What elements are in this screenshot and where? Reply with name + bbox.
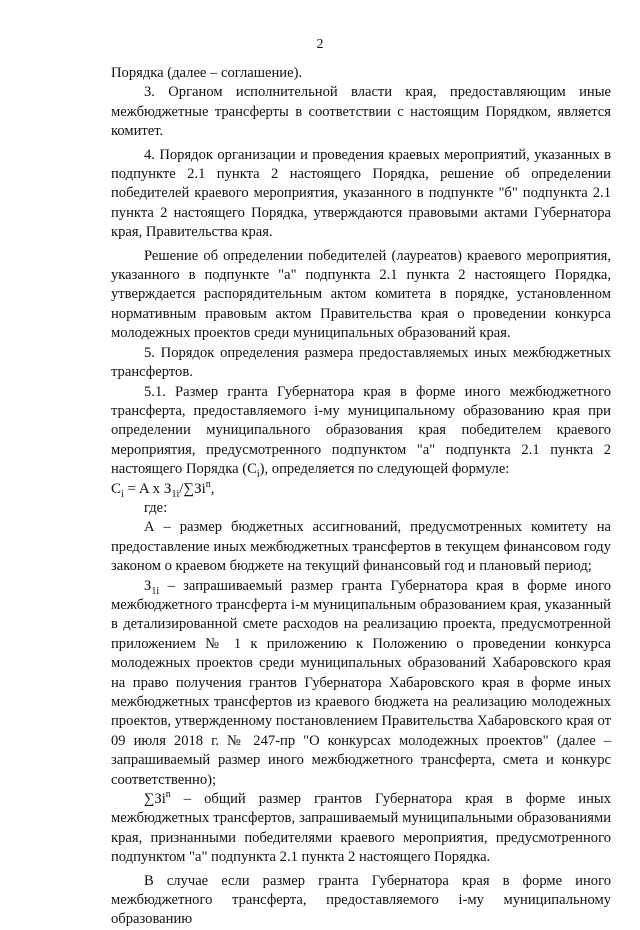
paragraph-item-4: 4. Порядок организации и проведения краевых мероприятий, указанных в подпункте 2.1 пункта 2 настоящего Порядка, решение об определении победителей краевого мероприятия, указанного в подпункте "б" подпункта 2.1 пункта 2 настоящего Порядка, утверждаются правовыми актами Губернатора края, Правительства края. bbox=[111, 146, 611, 241]
formula-div: /∑Зi bbox=[179, 480, 206, 497]
document-body bbox=[111, 64, 611, 930]
page-number: 2 bbox=[316, 37, 324, 52]
definition-a: А – размер бюджетных ассигнований, предусмотренных комитету на предоставление иных межбюджетных трансфертов в текущем финансовом году законом о краевом бюджете на текущий финансовый год и плановый период; bbox=[111, 519, 611, 575]
symbol-z-sub: 1i bbox=[151, 585, 160, 597]
symbol-sum: ∑Зi bbox=[144, 791, 166, 808]
formula-mid-sub: 1i bbox=[171, 488, 180, 500]
paragraph-last: В случае если размер гранта Губернатора края в форме иного межбюджетного трансферта, предоставляемого i-му муниципальному образованию bbox=[111, 872, 611, 928]
formula bbox=[111, 480, 611, 499]
paragraph-item-3: 3. Органом исполнительной власти края, предоставляющим иные межбюджетные трансферты в соответствии с настоящим Порядком, является комитет. bbox=[111, 84, 611, 140]
formula-lhs: C bbox=[111, 480, 122, 497]
formula-div-sup: n bbox=[205, 478, 211, 490]
definition-sum bbox=[111, 790, 611, 868]
formula-end: , bbox=[210, 480, 215, 497]
symbol-z: З bbox=[144, 577, 152, 594]
paragraph: Порядка (далее – соглашение). bbox=[111, 65, 303, 81]
paragraph-item-5-1 bbox=[111, 383, 611, 480]
symbol-sum-sup: n bbox=[165, 789, 171, 801]
paragraph-text: 5.1. Размер гранта Губернатора края в форме иного межбюджетного трансферта, предоставляемого i-му муниципальному образованию края при определении муниципального образования края победителем краевого мероприятия, предусмотренного подпунктом "а" подпункта 2.1 пункта 2 настоящего Порядка (C bbox=[111, 383, 611, 478]
definition-sum-text: – общий размер грантов Губернатора края в форме иных межбюджетных трансфертов, запрашиваемый муниципальными образованиями края, признанными победителями краевого мероприятия, предусмотренного подпунктом "а" подпункта 2.1 пункта 2 настоящего Порядка. bbox=[111, 791, 611, 866]
where-label: где: bbox=[144, 499, 168, 516]
subscript: i bbox=[256, 469, 260, 481]
paragraph-decision: Решение об определении победителей (лауреатов) краевого мероприятия, указанного в подпункте "а" подпункта 2.1 пункта 2 настоящего Порядка, утверждается распорядительным актом комитета в порядке, установленном нормативным правовым актом Правительства края о проведении конкурса молодежных проектов среди муниципальных образований края. bbox=[111, 247, 611, 342]
formula-lhs-sub: i bbox=[121, 488, 124, 500]
paragraph-text-end: ), определяется по следующей формуле: bbox=[259, 461, 510, 478]
definition-z bbox=[111, 577, 611, 790]
definition-z-text: – запрашиваемый размер гранта Губернатора края в форме иного межбюджетного трансферта i-м муниципальным образованием края, указанный в детализированной смете расходов на реализацию проекта, предусмотренной приложением № 1 к приложению к Положению о проведении конкурса молодежных проектов среди муниципальных образований Хабаровского края на право получения грантов Губернатора Хабаровского края в форме иных межбюджетных трансфертов из краевого бюджета на реализацию молодежных проектов, утвержденному постановлением Правительства Хабаровского края от 09 июля 2018 г. № 247-пр "О конкурсах молодежных проектов" (далее – запрашиваемый размер иного межбюджетного трансферта, смета и конкурс соответственно); bbox=[111, 577, 611, 788]
paragraph-item-5: 5. Порядок определения размера предоставляемых иных межбюджетных трансфертов. bbox=[111, 344, 611, 381]
formula-mid: = A x З bbox=[123, 480, 172, 497]
